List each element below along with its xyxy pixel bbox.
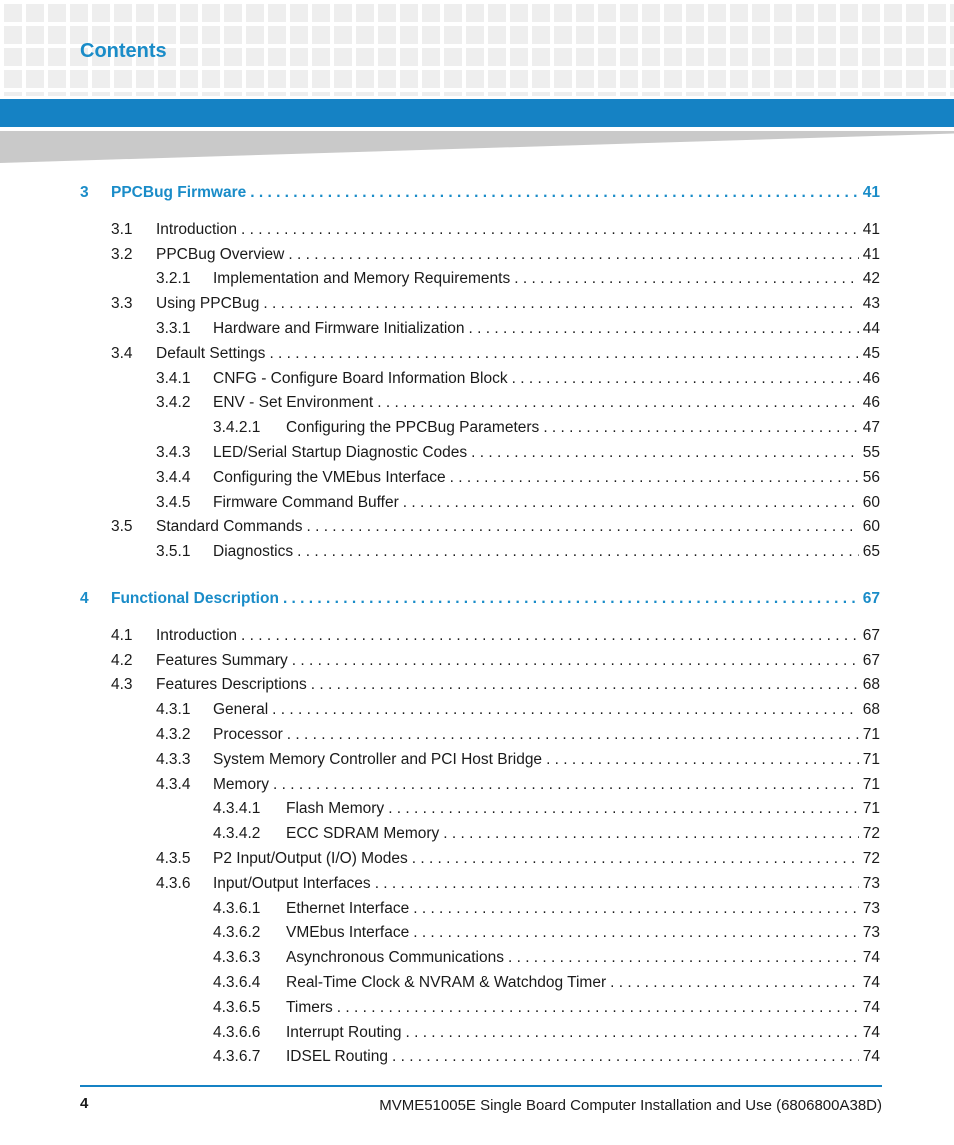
- toc-entry[interactable]: [80, 345, 880, 365]
- toc-entry-label: PPCBug Firmware: [111, 184, 247, 201]
- toc-leader-dots: [273, 776, 859, 794]
- toc-entry-page: 41: [862, 220, 880, 238]
- toc-entry[interactable]: [80, 543, 880, 563]
- toc-entry-page: 44: [862, 320, 880, 337]
- footer-document-title: MVME51005E Single Board Computer Installation and Use (6806800A38D): [379, 1097, 882, 1114]
- toc-entry-label: Flash Memory: [286, 800, 385, 818]
- toc-entry[interactable]: [80, 974, 880, 994]
- toc-leader-dots: [469, 320, 859, 338]
- toc-entry[interactable]: [80, 701, 880, 721]
- toc-entry-number: 3.2.1: [156, 270, 191, 288]
- toc-leader-dots: [412, 850, 859, 868]
- page-title: Contents: [80, 40, 167, 62]
- toc-entry[interactable]: [80, 800, 880, 820]
- toc-entry-number: 4.3.6.5: [213, 998, 261, 1016]
- toc-entry-number: 3.2: [111, 245, 133, 263]
- toc-entry-page: 74: [862, 974, 880, 991]
- toc-entry-label: Implementation and Memory Requirements: [213, 270, 511, 288]
- toc-entry-page: 68: [862, 701, 880, 719]
- toc-entry[interactable]: [80, 875, 880, 895]
- toc-entry-page: 71: [862, 800, 880, 818]
- toc-entry-page: 73: [862, 874, 880, 892]
- header-gray-wedge: [0, 131, 954, 163]
- toc-entry-page: 74: [862, 1048, 880, 1066]
- toc-leader-dots: [405, 1024, 858, 1042]
- toc-entry[interactable]: [80, 394, 880, 414]
- toc-leader-dots: [241, 627, 859, 645]
- toc-entry-label: Processor: [213, 726, 283, 743]
- toc-entry[interactable]: [80, 627, 880, 647]
- toc-entry-page: 74: [862, 949, 880, 967]
- toc-entry[interactable]: [80, 419, 880, 439]
- toc-leader-dots: [306, 518, 858, 536]
- toc-entry-number: 4.3.6.1: [213, 899, 261, 917]
- toc-leader-dots: [311, 676, 859, 694]
- toc-entry[interactable]: [80, 949, 880, 969]
- toc-leader-dots: [450, 469, 859, 487]
- toc-entry-number: 3.4.3: [156, 444, 191, 461]
- toc-entry-number: 4.3.4.1: [213, 800, 261, 818]
- toc-entry-number: 3.4.1: [156, 369, 191, 387]
- toc-entry-label: Input/Output Interfaces: [213, 874, 371, 892]
- toc-entry-number: 4.2: [111, 651, 133, 669]
- toc-entry-page: 74: [862, 1023, 880, 1041]
- toc-entry-label: P2 Input/Output (I/O) Modes: [213, 850, 408, 867]
- toc-leader-dots: [250, 184, 859, 202]
- toc-entry-number: 3: [80, 184, 89, 201]
- toc-entry-page: 71: [862, 726, 880, 743]
- toc-entry-label: Functional Description: [111, 590, 279, 607]
- toc-entry-number: 3.4.4: [156, 468, 191, 486]
- toc-entry-page: 71: [862, 775, 880, 793]
- toc-entry-label: Features Summary: [156, 651, 288, 669]
- toc-leader-dots: [288, 246, 858, 264]
- toc-entry-label: Hardware and Firmware Initialization: [213, 320, 465, 337]
- toc-entry-label: LED/Serial Startup Diagnostic Codes: [213, 444, 468, 461]
- toc-entry-page: 60: [862, 493, 880, 511]
- toc-entry-number: 3.4.2.1: [213, 419, 261, 437]
- toc-entry-label: Configuring the VMEbus Interface: [213, 468, 446, 486]
- toc-entry-number: 4.3: [111, 676, 133, 694]
- toc-entry-number: 4.3.3: [156, 750, 191, 768]
- toc-entry[interactable]: [80, 444, 880, 464]
- toc-entry-page: 47: [862, 419, 880, 437]
- toc-leader-dots: [269, 345, 858, 363]
- toc-entry[interactable]: [80, 776, 880, 796]
- toc-entry-page: 67: [862, 590, 880, 607]
- toc-entry-label: PPCBug Overview: [156, 245, 285, 263]
- toc-entry[interactable]: [80, 726, 880, 746]
- toc-entry-number: 4.3.6: [156, 874, 191, 892]
- toc-entry[interactable]: [80, 1048, 880, 1068]
- toc-leader-dots: [337, 999, 859, 1017]
- toc-leader-dots: [392, 1048, 859, 1066]
- toc-leader-dots: [471, 444, 859, 462]
- toc-entry-page: 45: [862, 344, 880, 362]
- toc-entry[interactable]: [80, 751, 880, 771]
- toc-leader-dots: [283, 590, 859, 608]
- toc-entry-label: Firmware Command Buffer: [213, 493, 399, 511]
- toc-leader-dots: [272, 701, 859, 719]
- toc-entry-label: ECC SDRAM Memory: [286, 825, 440, 843]
- toc-entry-number: 3.5.1: [156, 543, 191, 561]
- toc-entry-page: 71: [862, 750, 880, 768]
- toc-entry-label: Memory: [213, 775, 269, 793]
- toc-entry[interactable]: [80, 295, 880, 315]
- toc-leader-dots: [543, 419, 858, 437]
- toc-leader-dots: [287, 726, 859, 744]
- toc-leader-dots: [546, 751, 859, 769]
- toc-entry[interactable]: [80, 270, 880, 290]
- toc-leader-dots: [508, 949, 859, 967]
- toc-leader-dots: [443, 825, 858, 843]
- toc-leader-dots: [375, 875, 859, 893]
- toc-entry-page: 65: [862, 543, 880, 561]
- toc-entry-page: 72: [862, 825, 880, 843]
- toc-leader-dots: [263, 295, 858, 313]
- footer-divider: [80, 1085, 882, 1087]
- toc-entry-label: Ethernet Interface: [286, 899, 410, 917]
- footer-page-number: 4: [80, 1095, 89, 1112]
- toc-entry-number: 4: [80, 590, 89, 607]
- toc-entry[interactable]: [80, 676, 880, 696]
- toc-entry-page: 68: [862, 676, 880, 694]
- toc-entry-number: 4.3.1: [156, 701, 191, 719]
- toc-leader-dots: [413, 924, 859, 942]
- toc-entry-page: 73: [862, 899, 880, 917]
- toc-entry[interactable]: [80, 999, 880, 1019]
- toc-entry-number: 3.4.5: [156, 493, 191, 511]
- toc-entry-page: 56: [862, 468, 880, 486]
- toc-leader-dots: [403, 494, 859, 512]
- toc-entry-label: Real-Time Clock & NVRAM & Watchdog Timer: [286, 974, 607, 991]
- toc-entry-number: 4.3.4.2: [213, 825, 261, 843]
- header-blue-bar: [0, 99, 954, 127]
- toc-entry-number: 3.3.1: [156, 320, 191, 337]
- toc-entry-label: Configuring the PPCBug Parameters: [286, 419, 540, 437]
- toc-entry-page: 74: [862, 998, 880, 1016]
- toc-entry-number: 3.5: [111, 518, 133, 536]
- toc-entry-number: 4.3.6.4: [213, 974, 261, 991]
- toc-entry[interactable]: [80, 1024, 880, 1044]
- toc-entry-page: 43: [862, 295, 880, 313]
- toc-entry[interactable]: [80, 850, 880, 870]
- toc-entry[interactable]: [80, 518, 880, 538]
- toc-entry[interactable]: [80, 246, 880, 266]
- toc-entry-page: 41: [862, 184, 880, 201]
- toc-entry-label: IDSEL Routing: [286, 1048, 388, 1066]
- toc-entry-number: 4.3.5: [156, 850, 191, 867]
- toc-entry-page: 41: [862, 245, 880, 263]
- toc-entry-number: 4.3.6.7: [213, 1048, 261, 1066]
- toc-leader-dots: [413, 900, 859, 918]
- toc-entry-page: 42: [862, 270, 880, 288]
- toc-leader-dots: [377, 394, 859, 412]
- toc-entry-label: ENV - Set Environment: [213, 394, 374, 412]
- toc-entry-label: Using PPCBug: [156, 295, 260, 313]
- toc-entry-page: 55: [862, 444, 880, 461]
- toc-leader-dots: [297, 543, 859, 561]
- toc-entry[interactable]: [80, 825, 880, 845]
- toc-entry-number: 3.1: [111, 220, 133, 238]
- toc-entry-number: 4.1: [111, 626, 133, 644]
- toc-entry-label: Diagnostics: [213, 543, 294, 561]
- toc-leader-dots: [388, 800, 859, 818]
- toc-entry-page: 73: [862, 924, 880, 942]
- toc-leader-dots: [512, 370, 859, 388]
- toc-entry[interactable]: [80, 900, 880, 920]
- toc-entry-page: 67: [862, 626, 880, 644]
- toc-entry-number: 3.4.2: [156, 394, 191, 412]
- toc-entry[interactable]: [80, 221, 880, 241]
- toc-entry-number: 3.3: [111, 295, 133, 313]
- toc-entry-label: Introduction: [156, 626, 237, 644]
- toc-entry-label: Introduction: [156, 220, 237, 238]
- toc-entry-page: 72: [862, 850, 880, 867]
- toc-entry-label: General: [213, 701, 269, 719]
- toc-entry-label: CNFG - Configure Board Information Block: [213, 369, 508, 387]
- toc-entry-number: 4.3.4: [156, 775, 191, 793]
- toc-leader-dots: [610, 974, 859, 992]
- toc-entry-page: 60: [862, 518, 880, 536]
- toc-entry-number: 4.3.6.2: [213, 924, 261, 942]
- toc-leader-dots: [514, 270, 859, 288]
- toc-entry[interactable]: [80, 494, 880, 514]
- toc-entry-label: Standard Commands: [156, 518, 303, 536]
- toc-entry[interactable]: [80, 924, 880, 944]
- toc-chapter-entry[interactable]: [80, 590, 880, 610]
- toc-entry-label: Asynchronous Communications: [286, 949, 504, 967]
- toc-entry-page: 46: [862, 394, 880, 412]
- toc-leader-dots: [241, 221, 859, 239]
- toc-leader-dots: [292, 652, 859, 670]
- toc-entry[interactable]: [80, 652, 880, 672]
- toc-entry-page: 46: [862, 369, 880, 387]
- toc-entry-label: Interrupt Routing: [286, 1023, 402, 1041]
- toc-entry-number: 4.3.6.3: [213, 949, 261, 967]
- toc-entry-label: Timers: [286, 998, 333, 1016]
- toc-entry[interactable]: [80, 370, 880, 390]
- toc-entry-label: VMEbus Interface: [286, 924, 410, 942]
- toc-entry-label: Features Descriptions: [156, 676, 307, 694]
- toc-entry-label: System Memory Controller and PCI Host Bridge: [213, 750, 543, 768]
- toc-entry-page: 67: [862, 651, 880, 669]
- toc-entry[interactable]: [80, 320, 880, 340]
- toc-entry[interactable]: [80, 469, 880, 489]
- toc-entry-label: Default Settings: [156, 344, 266, 362]
- toc-chapter-entry[interactable]: [80, 184, 880, 204]
- toc-entry-number: 4.3.2: [156, 726, 191, 743]
- toc-entry-number: 4.3.6.6: [213, 1023, 261, 1041]
- toc-entry-number: 3.4: [111, 344, 133, 362]
